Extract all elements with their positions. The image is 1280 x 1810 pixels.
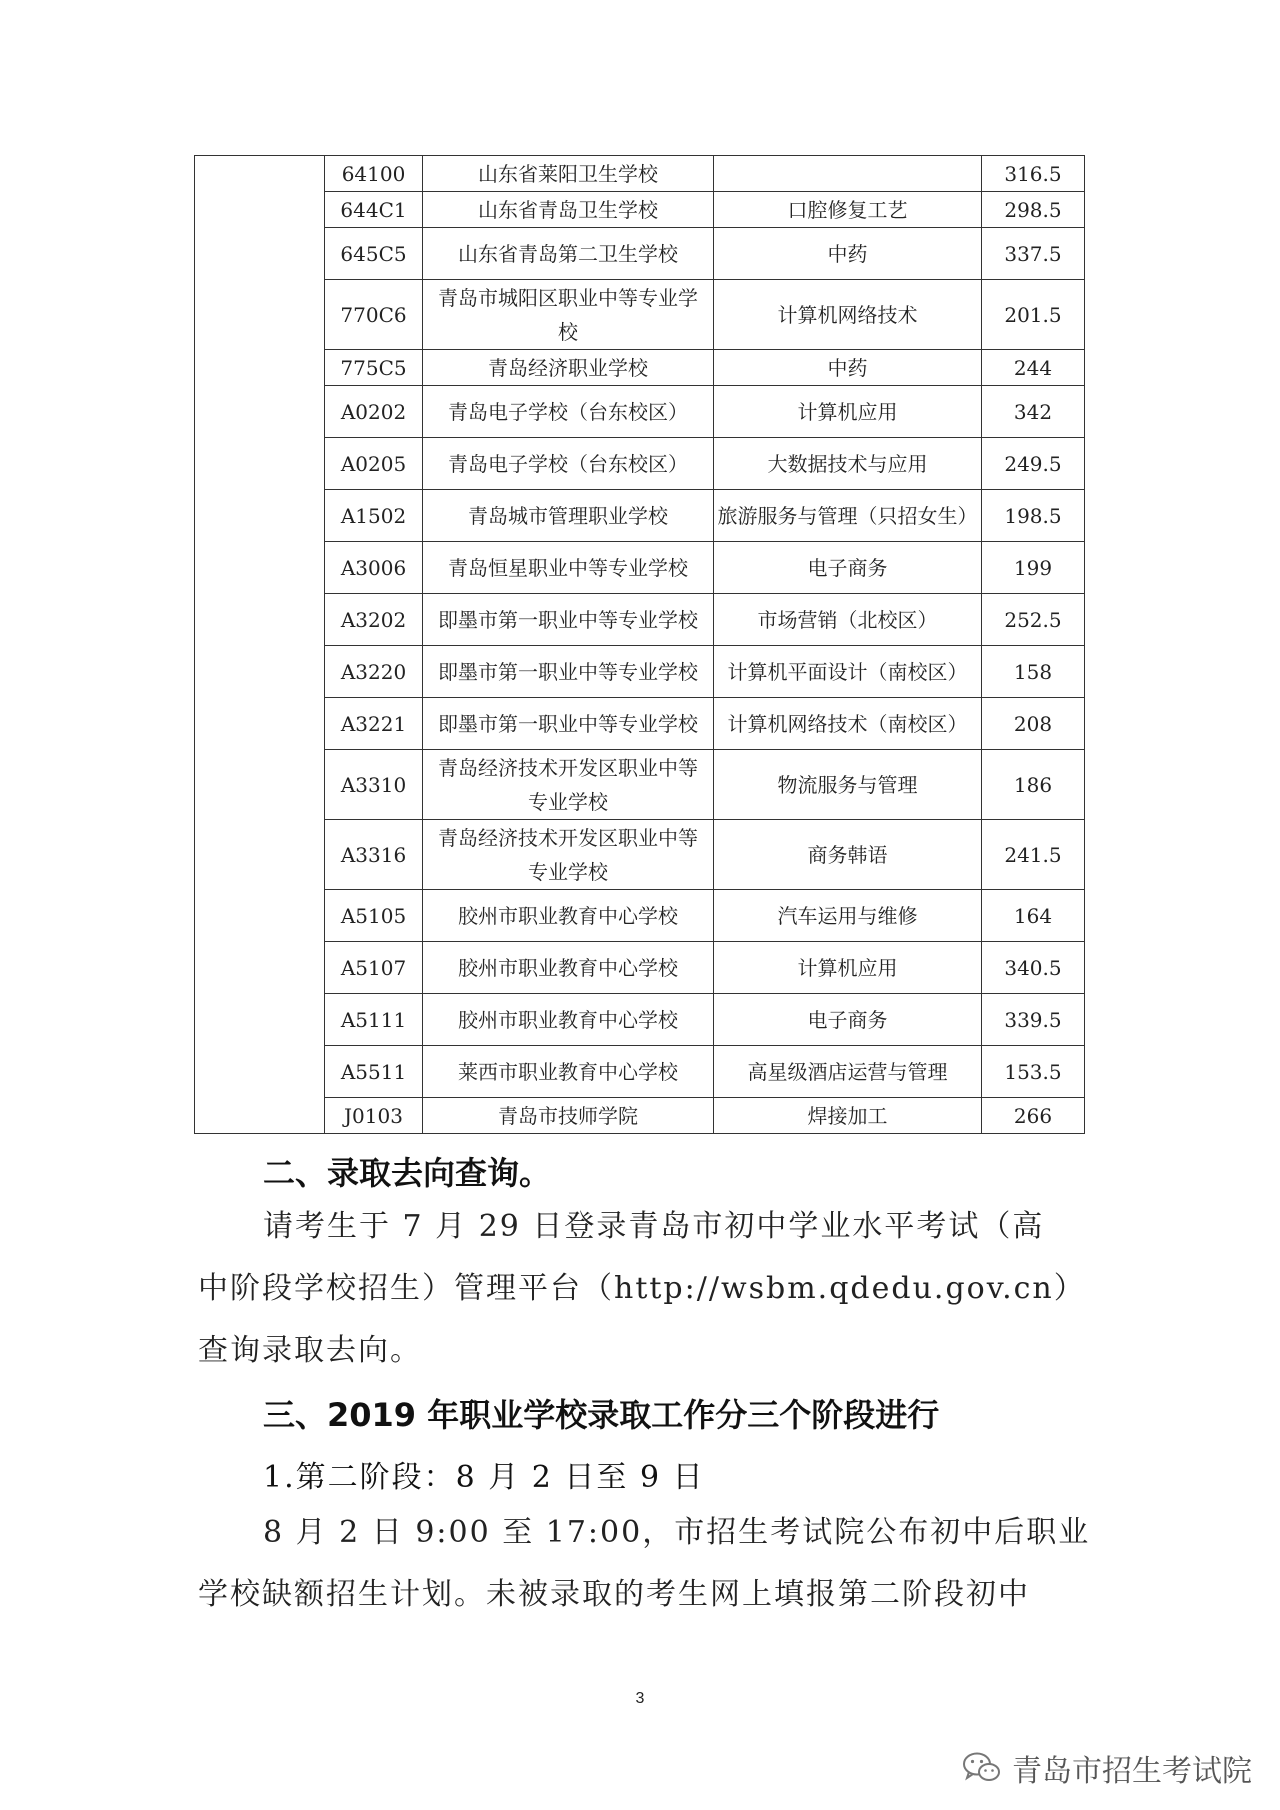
school-name: 山东省莱阳卫生学校 [423, 156, 714, 192]
table-row [195, 192, 1085, 228]
table-row [195, 594, 1085, 646]
major-name: 大数据技术与应用 [714, 438, 982, 490]
major-name: 计算机应用 [714, 942, 982, 994]
major-name: 计算机网络技术 [714, 280, 982, 350]
school-name: 青岛城市管理职业学校 [423, 490, 714, 542]
section2-line2: 中阶段学校招生）管理平台（http://wsbm.qdedu.gov.cn） [198, 1271, 1086, 1306]
school-code: A0205 [325, 438, 423, 490]
major-name: 电子商务 [714, 542, 982, 594]
category-cell [195, 156, 325, 1134]
school-code: 770C6 [325, 280, 423, 350]
table-row [195, 820, 1085, 890]
table-row [195, 750, 1085, 820]
min-score: 186 [982, 750, 1085, 820]
school-code: 645C5 [325, 228, 423, 280]
school-name [423, 750, 714, 820]
min-score: 198.5 [982, 490, 1085, 542]
major-name: 旅游服务与管理（只招女生） [714, 490, 982, 542]
school-name: 青岛电子学校（台东校区） [423, 386, 714, 438]
watermark [962, 1746, 1252, 1790]
min-score: 342 [982, 386, 1085, 438]
table-row [195, 698, 1085, 750]
table-row [195, 1098, 1085, 1134]
school-name-line: 青岛经济技术开发区职业中等 [438, 825, 698, 850]
table-row [195, 228, 1085, 280]
school-name: 莱西市职业教育中心学校 [423, 1046, 714, 1098]
min-score: 153.5 [982, 1046, 1085, 1098]
school-name [423, 820, 714, 890]
major-name: 商务韩语 [714, 820, 982, 890]
school-name-line: 专业学校 [528, 789, 608, 814]
school-name: 山东省青岛第二卫生学校 [423, 228, 714, 280]
school-name: 山东省青岛卫生学校 [423, 192, 714, 228]
min-score: 252.5 [982, 594, 1085, 646]
section2-line3: 查询录取去向。 [198, 1333, 422, 1368]
school-name: 青岛电子学校（台东校区） [423, 438, 714, 490]
school-code: J0103 [325, 1098, 423, 1134]
school-code: 64100 [325, 156, 423, 192]
section3-heading: 三、2019 年职业学校录取工作分三个阶段进行 [263, 1396, 940, 1434]
school-code: A1502 [325, 490, 423, 542]
table-row [195, 1046, 1085, 1098]
school-code: A5111 [325, 994, 423, 1046]
stage1-heading: 1.第二阶段：8 月 2 日至 9 日 [263, 1460, 705, 1495]
major-name: 汽车运用与维修 [714, 890, 982, 942]
section2-heading: 二、录取去向查询。 [263, 1154, 552, 1192]
school-code: A3220 [325, 646, 423, 698]
admission-table [194, 155, 1085, 1134]
table-row [195, 646, 1085, 698]
min-score: 337.5 [982, 228, 1085, 280]
table-row [195, 350, 1085, 386]
school-code: 644C1 [325, 192, 423, 228]
school-name: 即墨市第一职业中等专业学校 [423, 594, 714, 646]
section3-line2: 学校缺额招生计划。未被录取的考生网上填报第二阶段初中 [198, 1577, 1030, 1612]
table-row [195, 156, 1085, 192]
school-name-line: 专业学校 [528, 859, 608, 884]
table-row [195, 542, 1085, 594]
min-score: 339.5 [982, 994, 1085, 1046]
min-score: 201.5 [982, 280, 1085, 350]
school-name: 胶州市职业教育中心学校 [423, 942, 714, 994]
school-code: A5511 [325, 1046, 423, 1098]
major-name: 计算机应用 [714, 386, 982, 438]
wechat-icon [962, 1751, 1002, 1785]
min-score: 241.5 [982, 820, 1085, 890]
major-name: 焊接加工 [714, 1098, 982, 1134]
school-name: 胶州市职业教育中心学校 [423, 994, 714, 1046]
school-name-line: 青岛市城阳区职业中等专业学 [438, 285, 698, 310]
school-name: 胶州市职业教育中心学校 [423, 890, 714, 942]
school-code: A5107 [325, 942, 423, 994]
school-name: 即墨市第一职业中等专业学校 [423, 646, 714, 698]
school-name: 青岛市技师学院 [423, 1098, 714, 1134]
school-code: A3006 [325, 542, 423, 594]
page-number: 3 [635, 1690, 645, 1707]
table-row [195, 386, 1085, 438]
table-row [195, 942, 1085, 994]
min-score: 316.5 [982, 156, 1085, 192]
school-name: 即墨市第一职业中等专业学校 [423, 698, 714, 750]
school-code: 775C5 [325, 350, 423, 386]
school-name [423, 280, 714, 350]
school-code: A3310 [325, 750, 423, 820]
min-score: 244 [982, 350, 1085, 386]
school-name: 青岛经济职业学校 [423, 350, 714, 386]
major-name: 电子商务 [714, 994, 982, 1046]
school-name-line: 青岛经济技术开发区职业中等 [438, 755, 698, 780]
major-name [714, 156, 982, 192]
min-score: 298.5 [982, 192, 1085, 228]
min-score: 158 [982, 646, 1085, 698]
min-score: 340.5 [982, 942, 1085, 994]
major-name: 中药 [714, 350, 982, 386]
school-code: A3221 [325, 698, 423, 750]
major-name: 高星级酒店运营与管理 [714, 1046, 982, 1098]
watermark-text: 青岛市招生考试院 [1012, 1754, 1252, 1789]
school-code: A0202 [325, 386, 423, 438]
major-name: 市场营销（北校区） [714, 594, 982, 646]
min-score: 208 [982, 698, 1085, 750]
min-score: 266 [982, 1098, 1085, 1134]
major-name: 计算机平面设计（南校区） [714, 646, 982, 698]
major-name: 口腔修复工艺 [714, 192, 982, 228]
school-code: A3316 [325, 820, 423, 890]
school-code: A3202 [325, 594, 423, 646]
min-score: 249.5 [982, 438, 1085, 490]
school-code: A5105 [325, 890, 423, 942]
table-row [195, 490, 1085, 542]
table-row [195, 994, 1085, 1046]
table-row [195, 280, 1085, 350]
table-row [195, 890, 1085, 942]
school-name-line: 校 [558, 319, 578, 344]
major-name: 中药 [714, 228, 982, 280]
min-score: 164 [982, 890, 1085, 942]
major-name: 物流服务与管理 [714, 750, 982, 820]
major-name: 计算机网络技术（南校区） [714, 698, 982, 750]
table-row [195, 438, 1085, 490]
section2-line1: 请考生于 7 月 29 日登录青岛市初中学业水平考试（高 [263, 1209, 1045, 1244]
school-name: 青岛恒星职业中等专业学校 [423, 542, 714, 594]
min-score: 199 [982, 542, 1085, 594]
section3-line1: 8 月 2 日 9:00 至 17:00，市招生考试院公布初中后职业 [263, 1515, 1091, 1550]
